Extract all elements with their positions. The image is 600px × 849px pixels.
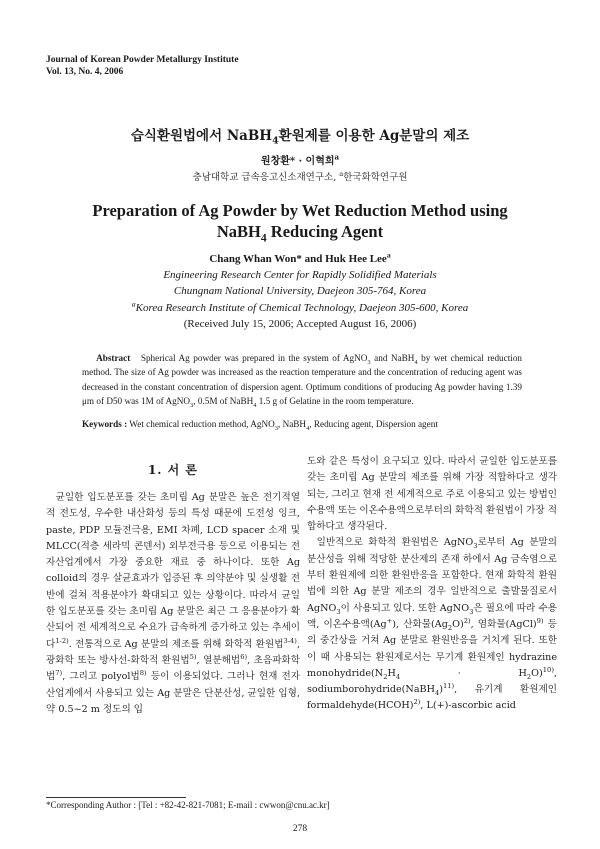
paragraph: 일반적으로 화학적 환원법은 AgNO$_3$로부터 Ag 분말의 분산성을 위해 적당한 분산제의 존재 하에서 Ag 금속염으로부터 환원제에 의한 환원반응을 포함한다. 현재 화학적 환원법에 의한 Ag 분말 제조의 경우 일반적으로 출발물질로서 AgNO$_3$이 사용되고 있다. 또한 AgNO$_3$은 필요에 따라 수용액, 이온수용액(Ag+), 산화물$(Ag_2O)^{2)}$, 염화물(AgCl)$^{9)}$ 등의 중간상을 거쳐 Ag 분말로 환원반응을 거치게 된다. 또한 이 때 사용되는 환원제로서는 무기계 환원제인 hydrazine $monohydride(N_2H_4 \cdot H_2O)^{10)}$, sodiumborohydride(NaBH$_4$)$^{11)}$, 유기계 환원제인 formaldehyde(HCOH)$^{2)}$, L(+)-ascorbic acid	[307, 537, 557, 712]
english-title: Preparation of Ag Powder by Wet Reduction Method using NaBH$_4$ Reducing Agent	[92, 201, 508, 245]
korean-title: 습식환원법에서 NaBH$_4$환원제를 이용한 Ag분말의 제조	[130, 128, 470, 147]
paragraph: 도와 같은 특성이 요구되고 있다. 따라서 균일한 입도분포를 갖는 초미립 Ag 분말의 제조를 위해 가장 적합하다고 생각되는, 그리고 현재 전 세계적으로 주로 이용되고 있는 방법인 수용액 또는 이온수용액으로부터의 화학적 환원법이 가장 적합하다고 생각된다.	[307, 456, 557, 533]
abstract: Abstract Spherical Ag powder was prepared in the system of AgNO$_3$ and NaBH$_4$ by wet chemical reduction method. The size of Ag powder was increased as the reaction temperature and the concentration of reducing agent was decreased in the constant concentration of dispersion agent. Optimum conditions of producing Ag powder having 1.39 μm of D50 was 1M of AgNO$_3$, 0.5M of NaBH$_4$ 1.5 g of Gelatine in the room temperature.	[82, 353, 523, 410]
keywords: Keywords : Wet chemical reduction method, AgNO$_3$, NaBH$_4$, Reducing agent, Dispersion agent	[82, 419, 438, 432]
section-heading-introduction: 1. 서 론	[147, 463, 199, 477]
journal-name: Journal of Korean Powder Metallurgy Institute	[46, 55, 239, 65]
paragraph: 균일한 입도분포를 갖는 초미립 Ag 분말은 높은 전기적열적 전도성, 우수한 내산화성 등의 특성 때문에 도전성 잉크, paste, PDP 모듈전극용, EMI 차폐, LCD spacer 소재 및 MLCC(적층 세라믹 콘덴서) 외부전극용 등으로 이용되는 전자산업계에서 가장 중요한 재료 중 하나이다. 또한 Ag colloid의 경우 살균효과가 입증된 후 의약분야 및 실생활 전반에 걸쳐 적용분야가 확대되고 있는 상황이다. 따라서 균일한 입도분포를 갖는 초미립 Ag 분말은 최근 그 응용분야가 확산되어 전 세계적으로 수요가 급속하게 증가하고 있는 추세이다$^{1-2)}$. 전통적으로 Ag 분말의 제조를 위해 화학적 환원법$^{3-4)}$, 광화학 또는 방사선-화학적 환원법$^{5)}$, 열분해법$^{6)}$, 초음파화학법$^{7)}$, 그리고 polyol법$^{8)}$ 등이 이용되었다. 그러나 현재 전자산업계에서 사용되고 있는 Ag 분말은 단분산성, 균일한 입형, 약 0.5~2 m 정도의 입	[46, 492, 301, 715]
korean-affiliation: 충남대학교 급속응고신소재연구소, $^a$한국화학연구원	[192, 169, 408, 183]
english-author-block	[0, 251, 600, 332]
left-column	[46, 490, 300, 718]
english-authors: Chang Whan Won* and Huk Hee Lee$^a$	[209, 250, 391, 265]
korean-authors: 원창환* · 이혁희$^a$	[260, 152, 340, 167]
english-affiliation-2: Chungnam National University, Daejeon 305-764, Korea	[173, 285, 427, 298]
english-affiliation-3: $^a$Korea Research Institute of Chemical Technology, Daejeon 305-600, Korea	[131, 298, 469, 314]
journal-volume: Vol. 13, No. 4, 2006	[46, 67, 124, 77]
abstract-label: Abstract	[96, 353, 131, 363]
journal-header	[46, 54, 239, 78]
keywords-label: Keywords :	[82, 419, 128, 429]
page-number: 278	[292, 824, 308, 834]
received-dates: (Received July 15, 2006; Accepted August 16, 2006)	[183, 317, 417, 330]
corresponding-author-footnote: *Corresponding Author : [Tel : +82-42-821-7081; E-mail : cwwon@cnu.ac.kr]	[46, 800, 330, 810]
right-column	[307, 454, 557, 715]
english-affiliation-1: Engineering Research Center for Rapidly Solidified Materials	[163, 269, 437, 282]
footnote-divider	[46, 797, 186, 798]
